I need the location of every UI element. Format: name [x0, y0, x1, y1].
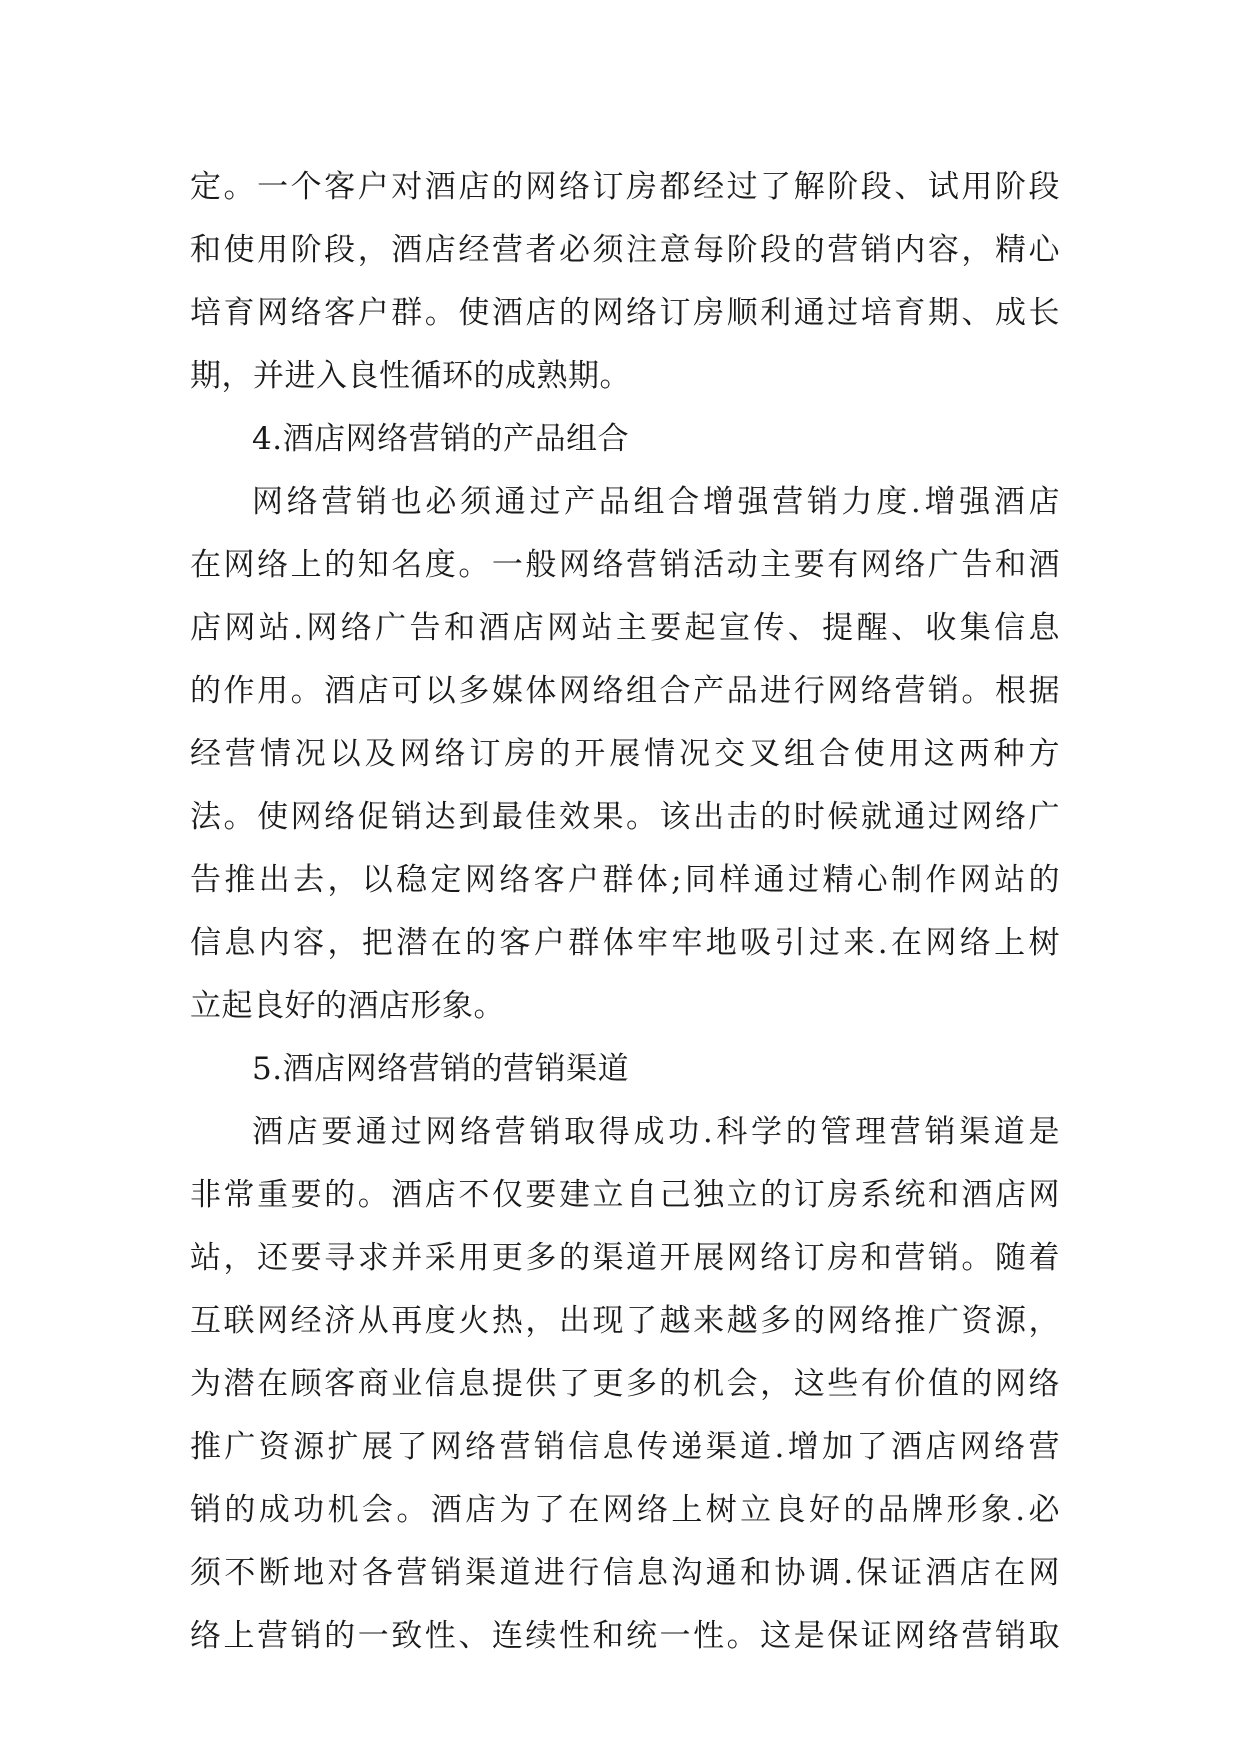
section-heading: 4.酒店网络营销的产品组合 — [252, 421, 630, 457]
text-line: 法。使网络促销达到最佳效果。该出击的时候就通过网络广 — [190, 799, 1060, 835]
text-line: 互联网经济从再度火热，出现了越来越多的网络推广资源， — [190, 1303, 1060, 1339]
text-line: 的作用。酒店可以多媒体网络组合产品进行网络营销。根据 — [190, 673, 1060, 709]
text-line: 告推出去，以稳定网络客户群体;同样通过精心制作网站的 — [190, 862, 1060, 898]
text-line: 在网络上的知名度。一般网络营销活动主要有网络广告和酒 — [190, 547, 1060, 583]
text-line: 期，并进入良性循环的成熟期。 — [190, 358, 631, 394]
section-heading: 5.酒店网络营销的营销渠道 — [252, 1051, 630, 1087]
text-line: 立起良好的酒店形象。 — [190, 988, 505, 1024]
text-line: 须不断地对各营销渠道进行信息沟通和协调.保证酒店在网 — [190, 1555, 1060, 1591]
text-line: 非常重要的。酒店不仅要建立自己独立的订房系统和酒店网 — [190, 1177, 1060, 1213]
text-line: 培育网络客户群。使酒店的网络订房顺利通过培育期、成长 — [190, 295, 1060, 331]
text-line: 站，还要寻求并采用更多的渠道开展网络订房和营销。随着 — [190, 1240, 1060, 1276]
document-body — [190, 156, 1060, 1668]
text-line: 和使用阶段，酒店经营者必须注意每阶段的营销内容，精心 — [190, 232, 1060, 268]
text-line: 定。一个客户对酒店的网络订房都经过了解阶段、试用阶段 — [190, 169, 1060, 205]
text-line: 销的成功机会。酒店为了在网络上树立良好的品牌形象.必 — [190, 1492, 1060, 1528]
text-line: 信息内容，把潜在的客户群体牢牢地吸引过来.在网络上树 — [190, 925, 1060, 961]
text-line: 酒店要通过网络营销取得成功.科学的管理营销渠道是 — [252, 1114, 1060, 1150]
text-line: 络上营销的一致性、连续性和统一性。这是保证网络营销取 — [190, 1618, 1060, 1654]
text-line: 经营情况以及网络订房的开展情况交叉组合使用这两种方 — [190, 736, 1060, 772]
text-line: 网络营销也必须通过产品组合增强营销力度.增强酒店 — [252, 484, 1060, 520]
text-line: 店网站.网络广告和酒店网站主要起宣传、提醒、收集信息 — [190, 610, 1060, 646]
text-line: 推广资源扩展了网络营销信息传递渠道.增加了酒店网络营 — [190, 1429, 1060, 1465]
text-line: 为潜在顾客商业信息提供了更多的机会，这些有价值的网络 — [190, 1366, 1060, 1402]
